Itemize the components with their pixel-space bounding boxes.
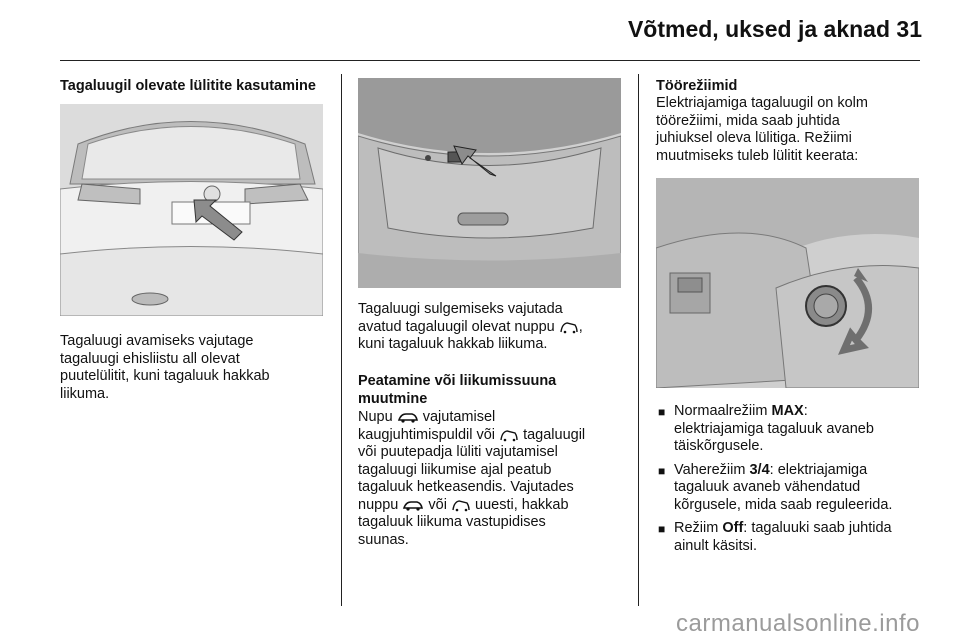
paragraph-line: Tagaluugi sulgemiseks vajutada [358,301,563,317]
mode-switch-figure [656,178,919,388]
paragraph-line: Tagaluugi avamiseks vajutage [60,333,254,349]
list-item [658,462,943,515]
paragraph-line: tagaluugi ehisliistu all olevat [60,350,240,367]
text-fragment: Vaherežiim [674,461,750,478]
tailgate-exterior-figure [60,104,323,316]
heading-line: Peatamine või liikumissuuna [358,373,557,389]
paragraph-line: töörežiimi, mida saab juhtida [656,112,840,129]
list-item-line [674,462,892,480]
text-fragment: nuppu [358,496,399,513]
mode-name: 3/4 [749,461,770,478]
close-tailgate-paragraph [358,301,633,354]
list-item-line: ainult käsitsi. [674,537,758,554]
paragraph-line [358,497,633,515]
paragraph-line [358,409,633,427]
paragraph-line: muutmiseks tuleb lülitit keerata: [656,147,859,164]
page-title: Võtmed, uksed ja aknad [627,16,890,42]
text-fragment: uuesti, hakkab [475,496,569,513]
heading-line: muutmine [358,390,428,407]
text-fragment: , [578,318,583,335]
section-heading-stop-reverse [358,373,633,408]
text-fragment: : tagaluuki saab juhtida [743,520,892,536]
tailgate-open-paragraph [60,333,335,403]
list-item [658,403,943,456]
text-fragment: : [803,403,808,419]
car-key-icon [397,411,419,424]
text-fragment: : elektriajamiga [769,461,868,478]
bullet-marker: ■ [658,405,666,419]
paragraph-line: tagaluugi liikumise ajal peatub [358,461,552,478]
tailgate-inside-illustration [358,78,621,288]
tailgate-icon [499,429,519,442]
paragraph-line: tagaluuk liikuma vastupidises [358,514,546,530]
paragraph-line [358,319,633,337]
mode-bullet-list [658,403,943,555]
text-fragment: kaugjuhtimispuldil või [358,426,496,443]
text-fragment: või [428,496,447,513]
text-fragment: Nupu [358,409,393,425]
section-heading-tailgate-switches: Tagaluugil olevate lülitite kasutamine [60,78,316,94]
stop-reverse-paragraph [358,409,633,549]
paragraph-line: tagaluuk hetkeasendis. Vajutades [358,479,574,495]
tailgate-inner-button-figure [358,78,621,288]
tailgate-icon [451,499,471,512]
list-item-line: elektriajamiga tagaluuk avaneb [674,420,874,437]
mode-name: Off [722,520,744,536]
list-item-line [674,520,892,538]
section-heading-operating-modes: Töörežiimid [656,78,738,94]
paragraph-line: liikuma. [60,385,110,402]
paragraph-line: suunas. [358,531,409,548]
page-number: 31 [896,16,922,42]
list-item-line: kõrgusele, mida saab reguleerida. [674,496,893,513]
text-fragment: Normaalrežiim [674,403,772,419]
bullet-marker: ■ [658,522,666,536]
mode-name: MAX [771,403,804,419]
paragraph-line: juhiuksel oleva lülitiga. Režiimi [656,130,852,146]
paragraph-line: või puutepadja lüliti vajutamisel [358,444,558,460]
bullet-marker: ■ [658,463,666,478]
car-rear-illustration [60,104,323,316]
paragraph-line [358,427,633,445]
text-fragment: vajutamisel [422,409,496,425]
text-fragment: Režiim [674,520,723,536]
watermark: carmanualsonline.info [676,610,920,637]
column-divider-1 [341,74,342,606]
paragraph-line: Elektriajamiga tagaluugil on kolm [656,95,868,111]
list-item-line: tagaluuk avaneb vähendatud [674,479,861,495]
operating-modes-intro [656,95,936,165]
paragraph-line: puutelülitit, kuni tagaluuk hakkab [60,368,270,384]
list-item-text [674,520,892,555]
paragraph-line: kuni tagaluuk hakkab liikuma. [358,336,548,352]
tailgate-icon [559,321,579,334]
door-switch-illustration [656,178,919,388]
header-divider [60,60,920,61]
list-item-line: täiskõrgusele. [674,438,764,454]
car-key-icon [402,499,424,512]
list-item [658,520,943,555]
text-fragment: avatud tagaluugil olevat nuppu [358,318,555,335]
text-fragment: tagaluugil [523,426,586,443]
list-item-text [674,462,892,515]
column-divider-2 [638,74,639,606]
list-item-text [674,403,874,456]
list-item-line [674,403,874,421]
